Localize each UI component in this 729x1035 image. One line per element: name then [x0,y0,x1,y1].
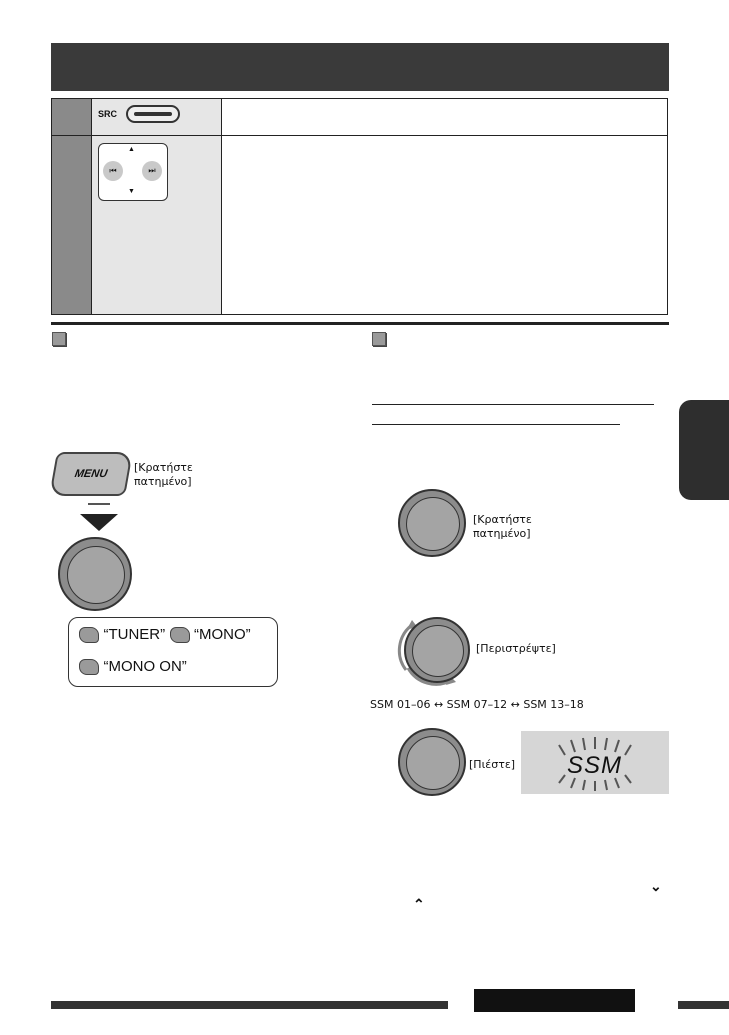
bidirectional-arrow-icon: ↔ [510,698,520,711]
control-dial-icon [398,489,466,557]
hold-label [134,461,193,489]
src-label: SRC [98,109,118,119]
chevron-up-icon: ⌃ [413,896,425,912]
control-dial-icon [58,537,132,611]
hold-label-line1: [Κρατήστε [134,461,193,474]
underline-1 [372,404,654,405]
footer-bar-left [51,1001,448,1009]
ssm-sequence [370,698,584,712]
control-dial-icon [398,728,466,796]
hand-turn-icon [79,627,99,643]
hold-label-right-line1: [Κρατήστε [473,513,532,526]
hand-turn-icon [170,627,190,643]
ssm-range-2: SSM 07–12 [446,698,508,711]
seq-mono: “MONO” [194,626,251,643]
language-side-tab [679,400,729,500]
control-dial-icon [404,617,470,683]
left-section-square-icon [52,332,66,346]
table-icon-column [91,99,222,314]
section-header-bar [51,43,669,91]
up-arrow-icon: ▲ [128,146,135,153]
ssm-range-3: SSM 13–18 [523,698,584,711]
turn-label: [Περιστρέψτε] [476,642,556,655]
mono-sequence-box [68,617,278,687]
hold-label-line2: πατημένο] [134,475,192,488]
table-row-divider [52,135,667,136]
footer-bar-right [678,1001,729,1009]
seek-pad-icon [98,143,168,201]
menu-label: MENU [73,468,109,480]
underline-2 [372,424,620,425]
seek-back-icon: ⏮ [103,161,123,181]
chevron-down-icon: ⌄ [650,878,662,894]
hold-label-right-line2: πατημένο] [473,527,531,540]
ssm-display [521,731,669,794]
table-shade-column [52,99,91,314]
press-label: [Πιέστε] [469,758,516,771]
src-button-icon [126,105,180,123]
down-arrow-icon: ▼ [128,188,135,195]
section-rule [51,322,669,325]
seq-tuner: “TUNER” [103,626,166,643]
hand-turn-icon [79,659,99,675]
ssm-display-text: SSM [567,752,623,779]
menu-button-icon [49,452,133,496]
seek-forward-icon: ⏭ [142,161,162,181]
hold-label-right [473,513,532,541]
footer-box [474,989,635,1012]
ssm-range-1: SSM 01–06 [370,698,431,711]
right-section-square-icon [372,332,386,346]
seq-mono-on: “MONO ON” [103,658,187,675]
down-arrow-big-icon [80,514,118,531]
bidirectional-arrow-icon: ↔ [433,698,444,711]
control-table [51,98,668,315]
